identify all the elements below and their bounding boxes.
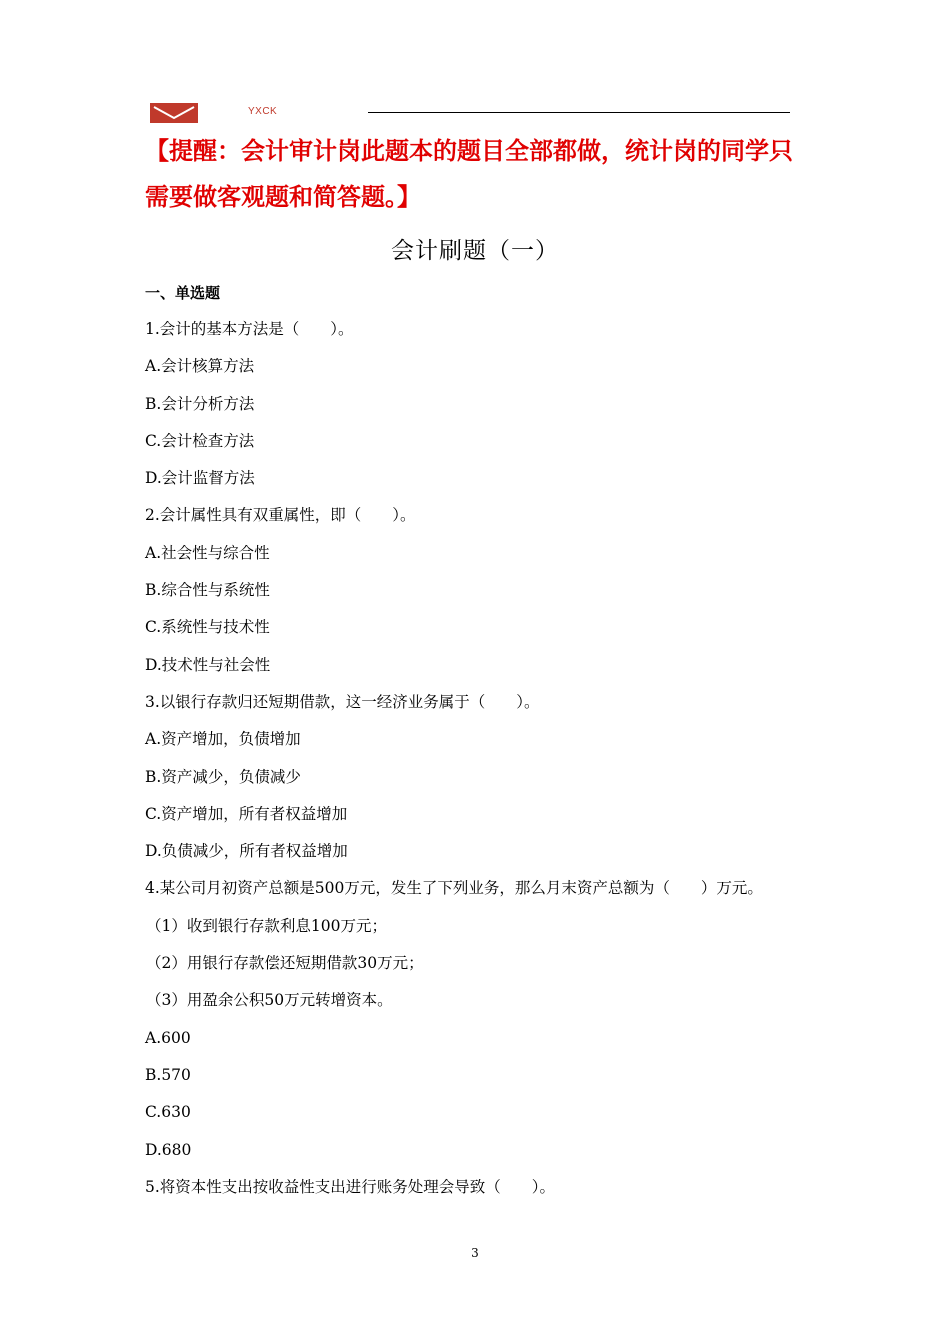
question-line: C.630 xyxy=(145,1103,191,1122)
logo-text: YXCK xyxy=(248,106,278,117)
question-line: B.资产减少，负债减少 xyxy=(145,767,301,786)
page-title: 会计刷题（一） xyxy=(391,238,559,264)
question-line: D.负债减少，所有者权益增加 xyxy=(145,842,348,861)
reminder-notice: 【提醒：会计审计岗此题本的题目全部都做，统计岗的同学只需要做客观题和简答题。】 xyxy=(145,137,793,211)
section-heading: 一、单选题 xyxy=(145,284,221,302)
question-line: A.资产增加，负债增加 xyxy=(145,730,301,749)
question-line: A.600 xyxy=(145,1028,191,1047)
question-line: 5.将资本性支出按收益性支出进行账务处理会导致（ ）。 xyxy=(145,1177,556,1196)
question-line: C.资产增加，所有者权益增加 xyxy=(145,804,348,823)
question-line: D.会计监督方法 xyxy=(145,469,255,488)
question-line: B.570 xyxy=(145,1065,191,1084)
question-line: D.技术性与社会性 xyxy=(145,655,271,674)
question-line: 2.会计属性具有双重属性，即（ ）。 xyxy=(145,506,416,525)
question-line: C.系统性与技术性 xyxy=(145,618,270,637)
question-line: 1.会计的基本方法是（ ）。 xyxy=(145,320,354,338)
page-number: 3 xyxy=(471,1246,479,1260)
header-rule xyxy=(368,112,790,113)
question-line: 3.以银行存款归还短期借款，这一经济业务属于（ ）。 xyxy=(145,692,540,711)
question-line: （2）用银行存款偿还短期借款30万元； xyxy=(146,954,424,973)
question-line: 4.某公司月初资产总额是500万元，发生了下列业务，那么月末资产总额为（ ）万元。 xyxy=(145,879,763,898)
question-line: （1）收到银行存款利息100万元； xyxy=(146,916,387,935)
question-line: B.会计分析方法 xyxy=(145,394,255,413)
question-list xyxy=(145,313,825,1208)
question-line: D.680 xyxy=(145,1140,192,1159)
question-line: A.会计核算方法 xyxy=(145,357,255,376)
question-line: A.社会性与综合性 xyxy=(145,543,270,562)
company-logo-icon xyxy=(150,103,198,123)
question-line: C.会计检查方法 xyxy=(145,431,255,450)
question-line: （3）用盈余公积50万元转增资本。 xyxy=(146,991,393,1010)
question-line: B.综合性与系统性 xyxy=(145,581,270,600)
